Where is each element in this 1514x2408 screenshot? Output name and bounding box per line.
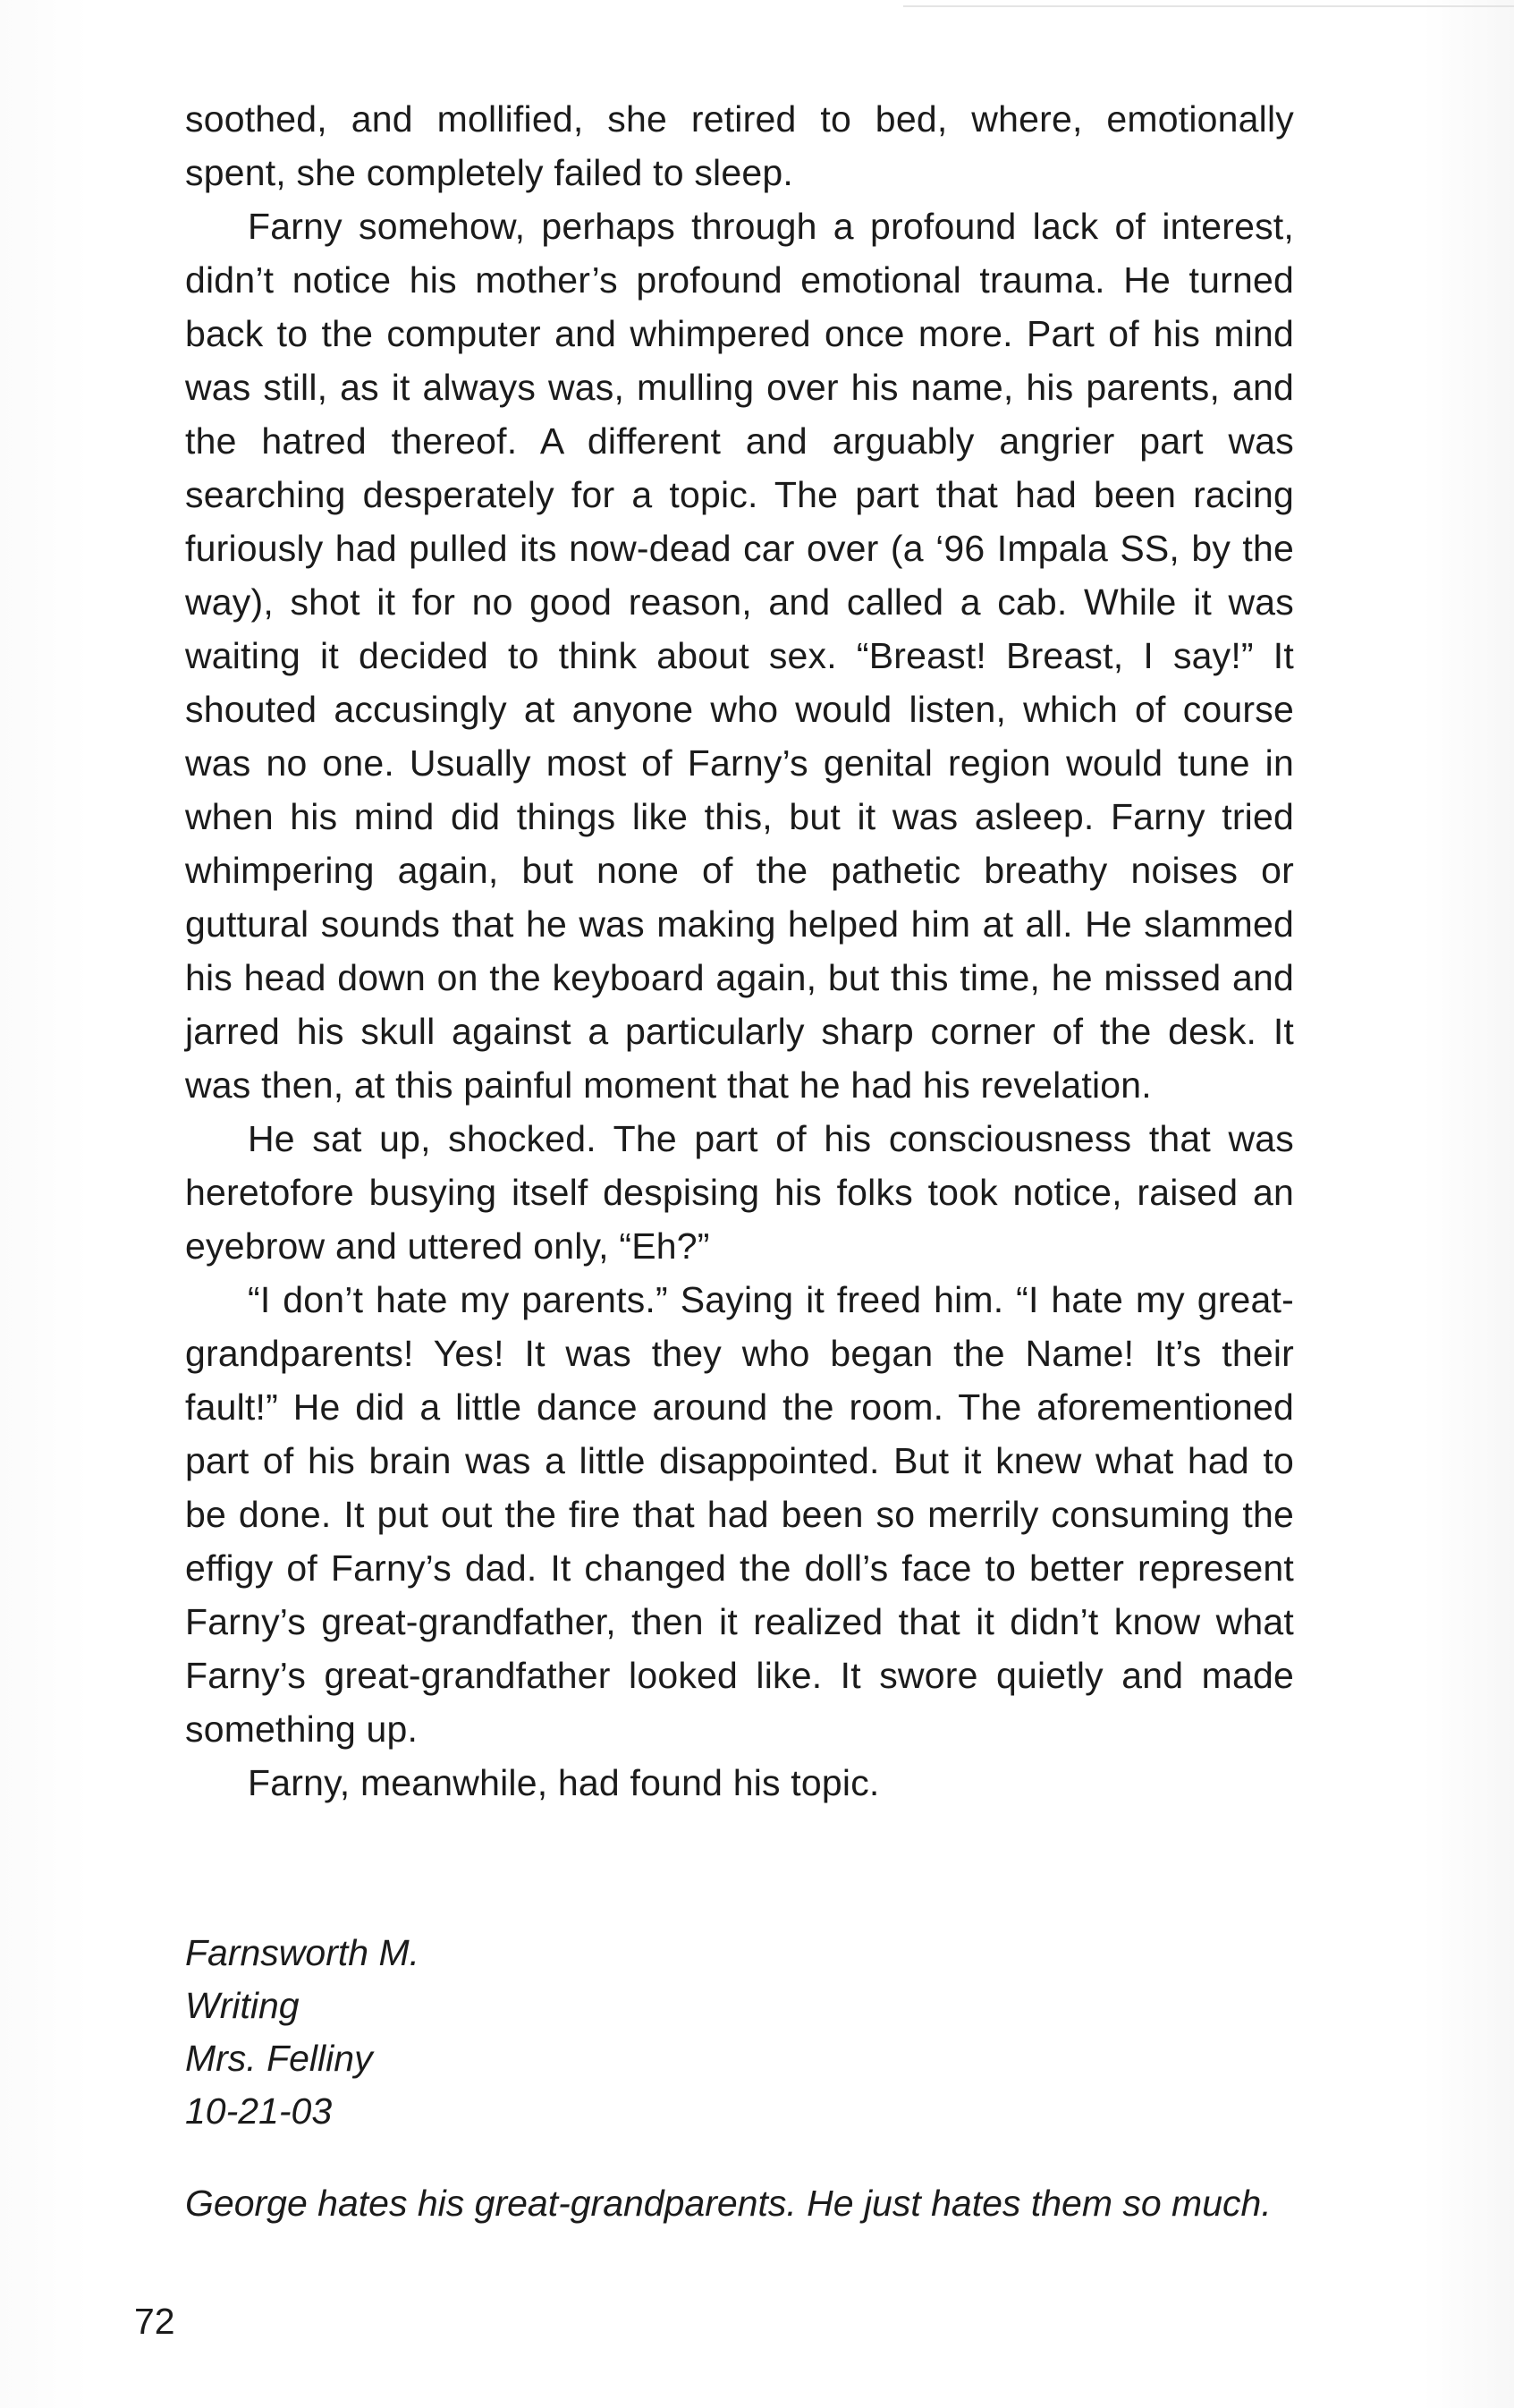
closing-line: George hates his great-grandparents. He just hates them so much. bbox=[185, 2183, 1272, 2224]
paragraph-continuation: soothed, and mollified, she retired to bed, where, emotionally spent, she completely failed to sleep. bbox=[185, 98, 1294, 193]
body-text bbox=[185, 92, 1294, 1810]
paragraph-farny-revelation: Farny somehow, perhaps through a profound lack of interest, didn’t notice his mother’s profound emotional trauma. He turned back to the computer and whimpered once more. Part of his mind was still, as it always was, mulling over his name, his parents, and the hatred thereof. A different and arguably angrier part was searching desperately for a topic. The part that had been racing furiously had pulled its now-dead car over (a ‘96 Impala SS, by the way), shot it for no good reason, and called a cab. While it was waiting it decided to think about sex. “Breast! Breast, I say!” It shouted accusingly at anyone who would listen, which of course was no one. Usually most of Farny’s genital region would tune in when his mind did things like this, but it was asleep. Farny tried whimpering again, but none of the pathetic breathy noises or guttural sounds that he was making helped him at all. He slammed his head down on the keyboard again, but this time, he missed and jarred his skull against a particularly sharp corner of the desk. It was then, at this painful moment that he had his revelation. bbox=[185, 206, 1294, 1106]
signoff-block bbox=[185, 1927, 901, 2138]
paragraph-found-topic: Farny, meanwhile, had found his topic. bbox=[248, 1762, 880, 1803]
paragraph-great-grandparents: “I don’t hate my parents.” Saying it freed him. “I hate my great-grandparents! Yes! It was they who began the Name! It’s their fault!” He did a little dance around the room. The aforementioned part of his brain was a little disappointed. But it knew what had to be done. It put out the fire that had been so merrily consuming the effigy of Farny’s dad. It changed the doll’s face to better represent Farny’s great-grandfather, then it realized that it didn’t know what Farny’s great-grandfather looked like. It swore quietly and made something up. bbox=[185, 1279, 1294, 1750]
paragraph-sat-up: He sat up, shocked. The part of his consciousness that was heretofore busying itself despising his folks took notice, raised an eyebrow and uttered only, “Eh?” bbox=[185, 1118, 1294, 1267]
page-number: 72 bbox=[134, 2301, 175, 2342]
signoff-name: Farnsworth M. bbox=[185, 1932, 419, 1973]
signoff-teacher: Mrs. Felliny bbox=[185, 2038, 373, 2079]
page-edge-line bbox=[903, 5, 1514, 7]
signoff-date: 10-21-03 bbox=[185, 2090, 333, 2132]
signoff-subject: Writing bbox=[185, 1985, 300, 2026]
